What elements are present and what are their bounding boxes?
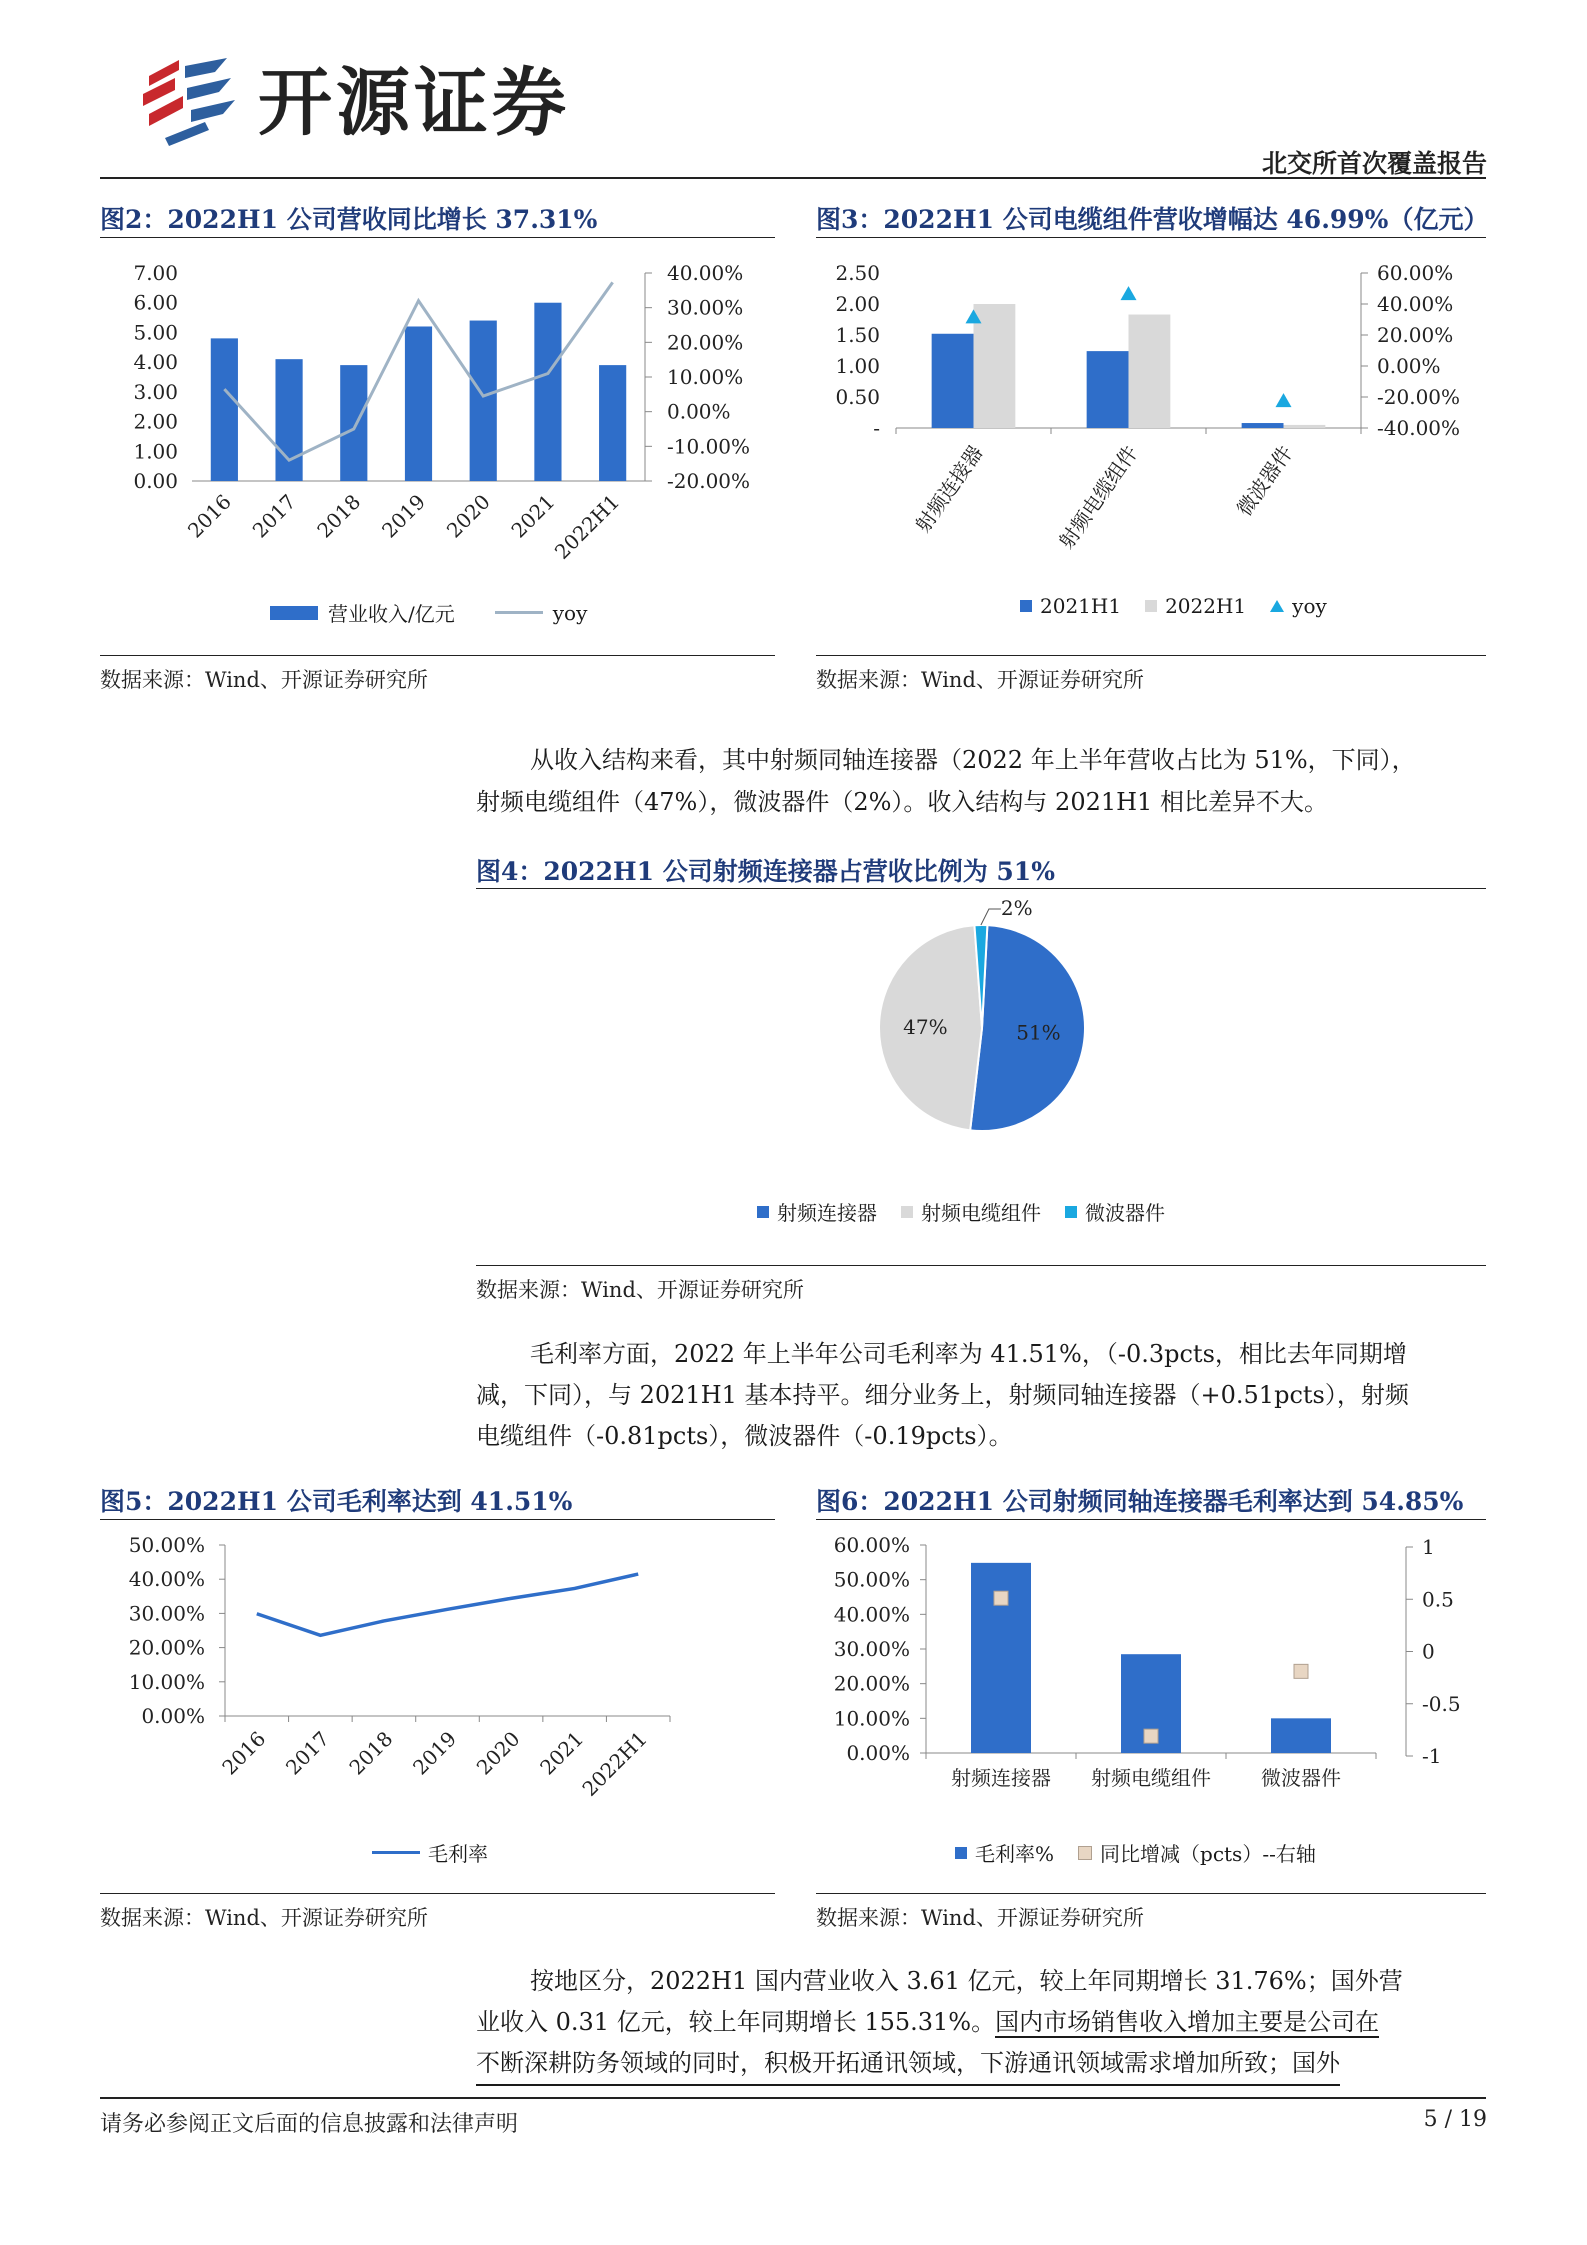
fig5-x-tick-label: 2016 bbox=[217, 1726, 271, 1780]
fig2-x-tick-label: 2016 bbox=[182, 489, 236, 543]
fig2-x-tick-label: 2018 bbox=[312, 489, 366, 543]
fig2-bottom-rule bbox=[100, 655, 775, 656]
fig6-right-tick-label: -1 bbox=[1422, 1744, 1442, 1768]
fig6-legend-bar-label: 毛利率% bbox=[975, 1842, 1055, 1866]
fig3-title-rule bbox=[816, 237, 1486, 238]
fig4-legend-a-label: 射频连接器 bbox=[777, 1201, 877, 1225]
fig6-right-tick-label: 0 bbox=[1422, 1639, 1435, 1664]
fig2-bar bbox=[211, 338, 238, 481]
fig3-left-tick-label: - bbox=[873, 416, 880, 440]
company-name: 开源证券 bbox=[258, 60, 570, 146]
fig5-x-tick-label: 2018 bbox=[344, 1726, 398, 1780]
fig2-chart bbox=[100, 245, 780, 645]
fig6-legend-marker-swatch bbox=[1078, 1846, 1092, 1860]
fig2-right-tick-label: 30.00% bbox=[667, 295, 744, 320]
fig5-x-tick-label: 2021 bbox=[535, 1726, 589, 1780]
fig2-left-tick-label: 4.00 bbox=[133, 350, 178, 375]
fig6-left-tick-label: 50.00% bbox=[833, 1567, 910, 1592]
fig2-bar bbox=[405, 326, 432, 481]
fig2-right-tick-label: 0.00% bbox=[667, 399, 731, 424]
fig2-right-tick-label: 40.00% bbox=[667, 261, 744, 285]
fig3-right-tick-label: 40.00% bbox=[1377, 292, 1454, 316]
fig3-x-tick-label: 射频电缆组件 bbox=[1054, 441, 1143, 554]
fig4-legend-c-swatch bbox=[1065, 1206, 1077, 1218]
footer-rule bbox=[100, 2097, 1486, 2099]
fig6-left-tick-label: 30.00% bbox=[833, 1637, 910, 1661]
fig3-bottom-rule bbox=[816, 655, 1486, 656]
fig5-left-tick-label: 20.00% bbox=[128, 1635, 205, 1660]
fig3-left-tick-label: 1.00 bbox=[835, 354, 880, 378]
fig2-bar bbox=[470, 321, 497, 481]
fig2-legend-line-swatch bbox=[495, 611, 543, 614]
fig3-right-tick-label: -40.00% bbox=[1377, 416, 1461, 440]
fig6-right-tick-label: -0.5 bbox=[1422, 1691, 1461, 1716]
fig2-x-tick-label: 2021 bbox=[506, 489, 560, 543]
fig3-yoy-marker bbox=[1121, 286, 1137, 300]
fig4-slice-label: 2% bbox=[1000, 896, 1033, 921]
fig2-legend bbox=[270, 598, 587, 627]
para3-line2-plain: 业收入 0.31 亿元，较上年同期增长 155.31%。 bbox=[476, 2008, 996, 2036]
fig3-bar-2021h1 bbox=[1242, 423, 1284, 428]
fig3-yoy-marker bbox=[1276, 393, 1292, 407]
fig6-legend-bar-swatch bbox=[955, 1847, 967, 1859]
fig4-slice-label: 51% bbox=[1016, 1020, 1061, 1045]
fig5-bottom-rule bbox=[100, 1893, 775, 1894]
fig4-slice-label: 47% bbox=[903, 1014, 948, 1039]
fig2-bar bbox=[534, 303, 561, 481]
fig4-legend-b-label: 射频电缆组件 bbox=[921, 1201, 1041, 1225]
fig5-legend bbox=[372, 1838, 488, 1867]
fig5-margin-line bbox=[257, 1574, 638, 1635]
fig6-pcts-marker bbox=[1294, 1664, 1308, 1678]
fig6-x-tick-label: 射频连接器 bbox=[951, 1766, 1051, 1790]
fig2-left-tick-label: 5.00 bbox=[133, 320, 178, 345]
fig6-right-tick-label: 1 bbox=[1422, 1535, 1435, 1559]
fig4-callout-line bbox=[981, 909, 1001, 925]
fig6-source: 数据来源：Wind、开源证券研究所 bbox=[816, 1906, 1144, 1930]
fig3-legend-b-swatch bbox=[1145, 600, 1157, 612]
fig3-x-tick-label: 微波器件 bbox=[1232, 441, 1298, 521]
fig5-left-tick-label: 30.00% bbox=[128, 1601, 205, 1626]
para2-line2: 减，下同），与 2021H1 基本持平。细分业务上，射频同轴连接器（+0.51pcts），射频 bbox=[476, 1381, 1409, 1409]
fig2-title: 图2：2022H1 公司营收同比增长 37.31% bbox=[100, 205, 598, 234]
para2-line3: 电缆组件（-0.81pcts），微波器件（-0.19pcts）。 bbox=[476, 1422, 1013, 1450]
fig5-title: 图5：2022H1 公司毛利率达到 41.51% bbox=[100, 1487, 573, 1516]
fig4-legend-a-swatch bbox=[757, 1206, 769, 1218]
fig3-right-tick-label: 20.00% bbox=[1377, 323, 1454, 347]
fig5-title-rule bbox=[100, 1519, 775, 1520]
fig3-right-tick-label: 0.00% bbox=[1377, 354, 1441, 378]
fig3-source: 数据来源：Wind、开源证券研究所 bbox=[816, 668, 1144, 692]
fig2-legend-bar-swatch bbox=[270, 606, 318, 620]
fig3-legend-a-label: 2021H1 bbox=[1040, 594, 1122, 618]
fig3-title: 图3：2022H1 公司电缆组件营收增幅达 46.99%（亿元） bbox=[816, 205, 1489, 234]
fig6-legend bbox=[955, 1838, 1316, 1867]
fig3-chart bbox=[816, 245, 1486, 645]
fig6-legend-marker-label: 同比增减（pcts）--右轴 bbox=[1100, 1842, 1316, 1866]
fig4-title-rule bbox=[476, 888, 1486, 889]
fig2-source: 数据来源：Wind、开源证券研究所 bbox=[100, 668, 428, 692]
fig2-left-tick-label: 1.00 bbox=[133, 439, 178, 464]
fig4-chart bbox=[476, 892, 1486, 1192]
fig2-left-tick-label: 6.00 bbox=[133, 290, 178, 315]
fig2-left-tick-label: 7.00 bbox=[133, 261, 178, 285]
para3-line3: 不断深耕防务领域的同时，积极开拓通讯领域，下游通讯领域需求增加所致；国外 bbox=[476, 2042, 1340, 2086]
header-rule bbox=[100, 177, 1486, 179]
para1-line2: 射频电缆组件（47%），微波器件（2%）。收入结构与 2021H1 相比差异不大。 bbox=[476, 788, 1328, 816]
fig3-left-tick-label: 1.50 bbox=[835, 323, 880, 347]
fig4-source: 数据来源：Wind、开源证券研究所 bbox=[476, 1278, 804, 1302]
fig6-title: 图6：2022H1 公司射频同轴连接器毛利率达到 54.85% bbox=[816, 1487, 1464, 1516]
fig3-x-tick-label: 射频连接器 bbox=[910, 441, 988, 537]
fig3-bar-2021h1 bbox=[932, 334, 974, 428]
fig2-bar bbox=[275, 359, 302, 481]
fig4-legend-b-swatch bbox=[901, 1206, 913, 1218]
fig6-title-rule bbox=[816, 1519, 1486, 1520]
fig3-legend bbox=[1020, 594, 1327, 618]
para3-line2 bbox=[476, 2001, 1379, 2043]
fig3-bar-2022h1 bbox=[1284, 425, 1326, 428]
footer-page-number: 5 / 19 bbox=[1423, 2107, 1487, 2132]
fig5-left-tick-label: 40.00% bbox=[128, 1567, 205, 1592]
fig2-x-tick-label: 2022H1 bbox=[549, 489, 625, 564]
fig2-title-rule bbox=[100, 237, 775, 238]
fig2-left-tick-label: 3.00 bbox=[133, 379, 178, 404]
fig2-legend-bar-label: 营业收入/亿元 bbox=[328, 602, 455, 626]
fig3-legend-b-label: 2022H1 bbox=[1165, 594, 1247, 618]
fig5-left-tick-label: 0.00% bbox=[141, 1704, 205, 1728]
fig2-right-tick-label: 20.00% bbox=[667, 330, 744, 355]
fig5-chart bbox=[100, 1525, 780, 1825]
fig6-pcts-marker bbox=[1144, 1729, 1158, 1743]
fig5-left-tick-label: 50.00% bbox=[128, 1533, 205, 1557]
fig2-x-tick-label: 2017 bbox=[247, 489, 301, 543]
fig5-x-tick-label: 2022H1 bbox=[577, 1726, 652, 1801]
fig6-left-tick-label: 40.00% bbox=[833, 1602, 910, 1627]
para3-line1: 按地区分，2022H1 国内营业收入 3.61 亿元，较上年同期增长 31.76%；国外营 bbox=[530, 1967, 1403, 1995]
fig3-right-tick-label: 60.00% bbox=[1377, 261, 1454, 285]
para2-line1: 毛利率方面，2022 年上半年公司毛利率为 41.51%，（-0.3pcts，相比去年同期增 bbox=[530, 1340, 1407, 1368]
para1-line1: 从收入结构来看，其中射频同轴连接器（2022 年上半年营收占比为 51%，下同）， bbox=[530, 746, 1416, 774]
fig2-left-tick-label: 2.00 bbox=[133, 409, 178, 434]
fig3-left-tick-label: 2.50 bbox=[835, 261, 880, 285]
fig2-right-tick-label: -10.00% bbox=[667, 434, 751, 459]
fig5-legend-swatch bbox=[372, 1851, 420, 1854]
fig5-x-tick-label: 2019 bbox=[408, 1726, 462, 1780]
fig3-right-tick-label: -20.00% bbox=[1377, 385, 1461, 409]
fig4-legend-c-label: 微波器件 bbox=[1085, 1201, 1165, 1225]
fig3-bar-2022h1 bbox=[1129, 315, 1171, 428]
fig2-x-tick-label: 2020 bbox=[441, 489, 495, 543]
fig4-legend bbox=[757, 1197, 1165, 1226]
fig3-legend-c-label: yoy bbox=[1292, 594, 1327, 618]
fig2-left-tick-label: 0.00 bbox=[133, 469, 178, 493]
fig6-left-tick-label: 60.00% bbox=[833, 1533, 910, 1557]
fig5-x-tick-label: 2017 bbox=[280, 1726, 334, 1780]
fig5-legend-label: 毛利率 bbox=[428, 1842, 488, 1866]
fig6-x-tick-label: 射频电缆组件 bbox=[1091, 1766, 1211, 1790]
fig6-left-tick-label: 0.00% bbox=[846, 1741, 910, 1765]
fig6-chart bbox=[816, 1525, 1486, 1825]
fig3-left-tick-label: 2.00 bbox=[835, 292, 880, 316]
fig4-title: 图4：2022H1 公司射频连接器占营收比例为 51% bbox=[476, 857, 1055, 886]
fig2-right-tick-label: 10.00% bbox=[667, 365, 744, 389]
fig3-bar-2021h1 bbox=[1087, 351, 1129, 428]
footer-disclaimer: 请务必参阅正文后面的信息披露和法律声明 bbox=[100, 2112, 519, 2137]
company-logo bbox=[135, 56, 255, 148]
fig6-bar bbox=[1271, 1718, 1331, 1753]
report-type: 北交所首次覆盖报告 bbox=[1261, 149, 1487, 178]
fig6-bottom-rule bbox=[816, 1893, 1486, 1894]
fig4-bottom-rule bbox=[476, 1265, 1486, 1266]
fig6-left-tick-label: 10.00% bbox=[833, 1706, 910, 1731]
fig6-right-tick-label: 0.5 bbox=[1422, 1587, 1454, 1612]
fig3-left-tick-label: 0.50 bbox=[835, 385, 880, 409]
fig2-right-tick-label: -20.00% bbox=[667, 469, 751, 493]
fig5-source: 数据来源：Wind、开源证券研究所 bbox=[100, 1906, 428, 1930]
fig6-x-tick-label: 微波器件 bbox=[1261, 1766, 1341, 1790]
para3-line2-underlined: 国内市场销售收入增加主要是公司在 bbox=[995, 2008, 1380, 2036]
fig6-left-tick-label: 20.00% bbox=[833, 1671, 910, 1696]
fig5-left-tick-label: 10.00% bbox=[128, 1669, 205, 1694]
fig2-x-tick-label: 2019 bbox=[377, 489, 431, 543]
logo-mark-icon bbox=[135, 56, 255, 148]
fig3-legend-c-swatch bbox=[1270, 600, 1284, 612]
fig2-bar bbox=[599, 365, 626, 481]
fig2-bar bbox=[340, 365, 367, 481]
fig6-pcts-marker bbox=[994, 1591, 1008, 1605]
fig3-legend-a-swatch bbox=[1020, 600, 1032, 612]
fig2-legend-line-label: yoy bbox=[552, 600, 588, 625]
fig5-x-tick-label: 2020 bbox=[471, 1726, 525, 1780]
